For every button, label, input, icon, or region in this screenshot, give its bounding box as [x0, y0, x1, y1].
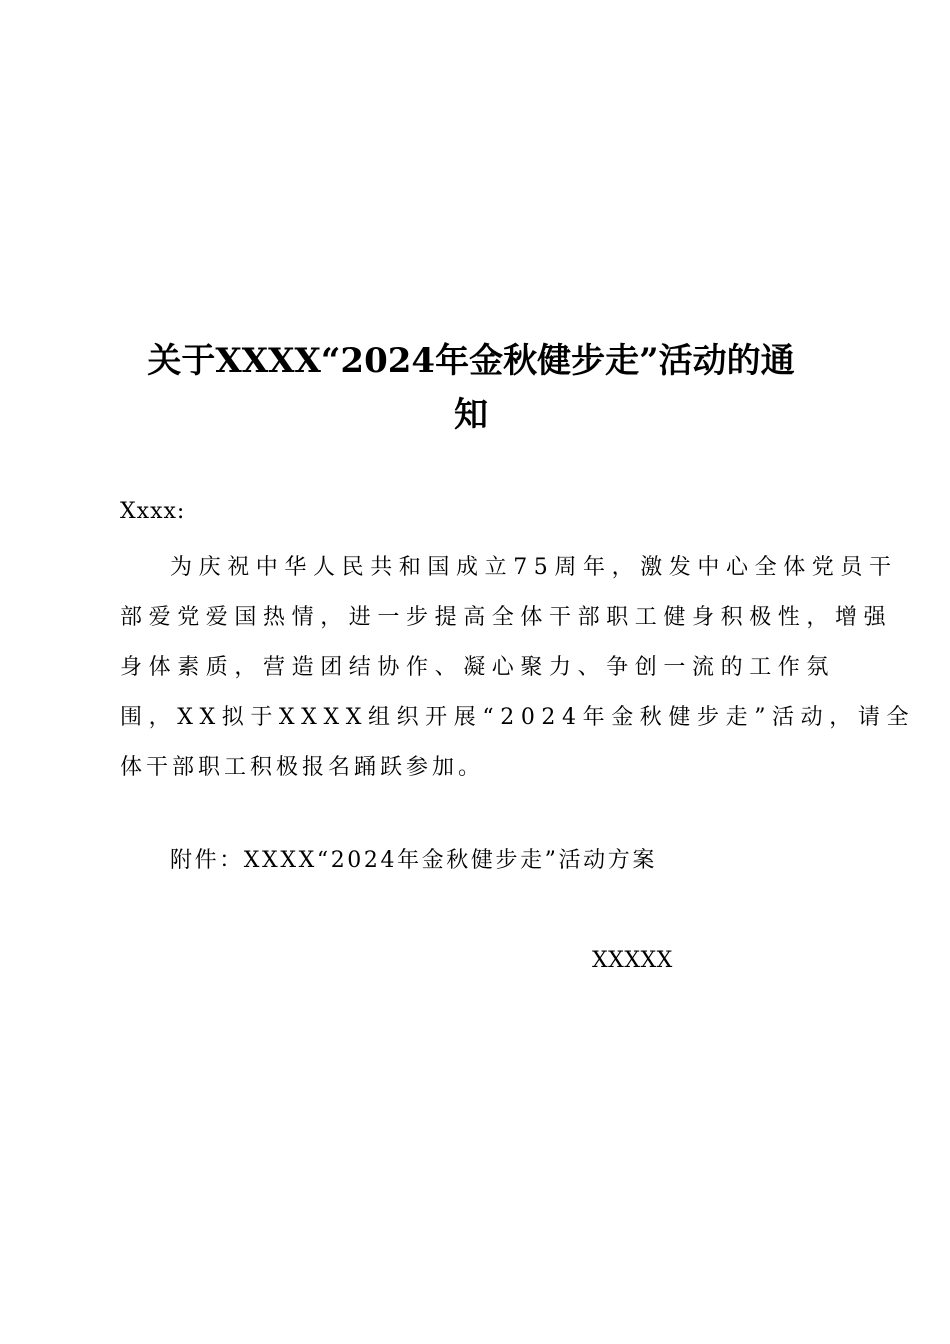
document-title	[120, 334, 822, 442]
salutation: Xxxx:	[120, 499, 186, 524]
body-line-4: 围，XX拟于XXXX组织开展“2024年金秋健步走”活动，请全	[120, 705, 916, 730]
document-title-line-2: 知	[454, 395, 488, 435]
signature: XXXXX	[592, 948, 673, 973]
body-line-3: 身体素质，营造团结协作、凝心聚力、争创一流的工作氛	[120, 655, 836, 680]
body-line-5: 体干部职工积极报名踊跃参加。	[120, 755, 485, 780]
body-line-2: 部爱党爱国热情，进一步提高全体干部职工健身积极性，增强	[120, 605, 893, 630]
document-title-line-1: 关于XXXX“2024年金秋健步走”活动的通	[147, 341, 795, 381]
body-paragraph	[120, 543, 916, 793]
body-line-1: 为庆祝中华人民共和国成立75周年，激发中心全体党员干	[170, 555, 898, 580]
attachment-note: 附件：XXXX“2024年金秋健步走”活动方案	[170, 848, 657, 873]
